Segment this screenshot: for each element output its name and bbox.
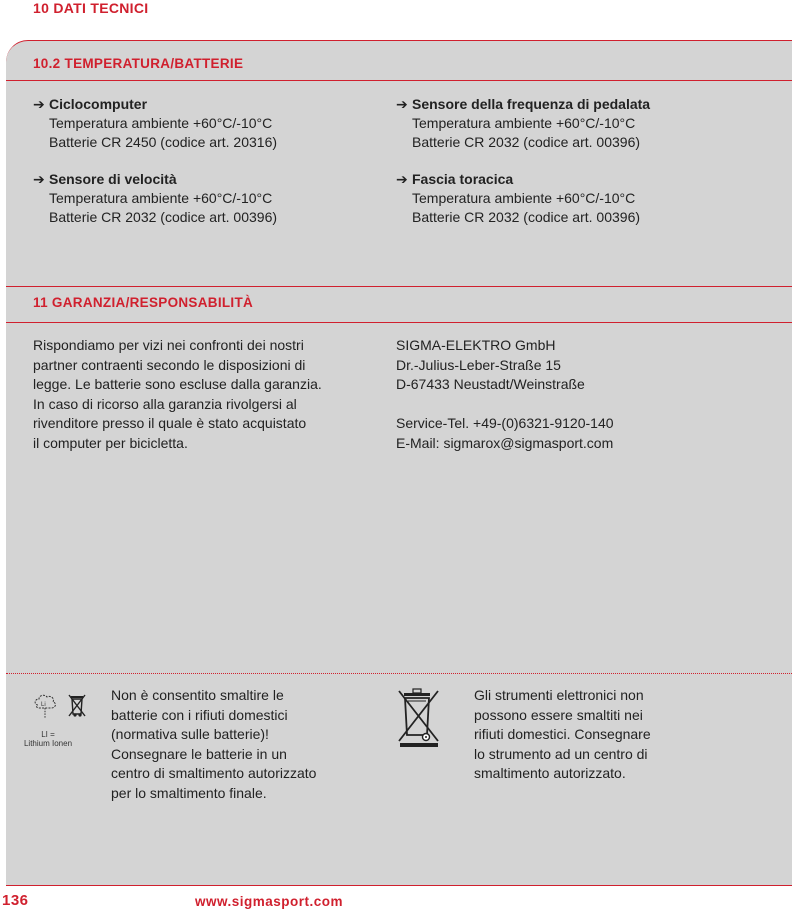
warranty-line: In caso di ricorso alla garanzia rivolgersi al xyxy=(33,395,297,412)
chapter-title: 10 DATI TECNICI xyxy=(33,0,149,16)
section-divider xyxy=(6,80,792,81)
arrow-icon: ➔ xyxy=(396,96,408,112)
service-phone: Service-Tel. +49-(0)6321-9120-140 xyxy=(396,415,614,431)
crossed-bin-small-icon xyxy=(66,692,88,720)
section-divider xyxy=(6,286,792,287)
spec-item-chest-strap xyxy=(396,170,640,227)
page-number: 136 xyxy=(2,892,29,909)
battery-disposal-line: Consegnare le batterie in un xyxy=(111,745,287,762)
spec-item-battery: Batterie CR 2032 (codice art. 00396) xyxy=(49,209,278,225)
warranty-line: il computer per bicicletta. xyxy=(33,434,188,451)
device-disposal-line: lo strumento ad un centro di xyxy=(474,745,648,762)
battery-disposal-line: (normativa sulle batterie)! xyxy=(111,726,269,742)
dotted-divider xyxy=(6,673,792,674)
spec-item-temp: Temperatura ambiente +60°C/-10°C xyxy=(412,115,636,131)
spec-item-ciclocomputer xyxy=(33,95,277,152)
spec-item-temp: Temperatura ambiente +60°C/-10°C xyxy=(412,190,636,206)
company-address xyxy=(396,336,614,453)
lithium-battery-icon xyxy=(32,693,58,723)
company-city: D-67433 Neustadt/Weinstraße xyxy=(396,376,585,392)
spec-item-battery: Batterie CR 2032 (codice art. 00396) xyxy=(412,209,641,225)
device-disposal-line: smaltimento autorizzato. xyxy=(474,765,626,781)
battery-disposal-line: centro di smaltimento autorizzato xyxy=(111,765,317,781)
website-link[interactable]: www.sigmasport.com xyxy=(195,894,344,909)
company-name: SIGMA-ELEKTRO GmbH xyxy=(396,337,556,353)
battery-disposal-line: Non è consentito smaltire le xyxy=(111,687,284,703)
battery-disposal-text xyxy=(111,686,316,803)
warranty-text xyxy=(33,336,322,453)
arrow-icon: ➔ xyxy=(33,171,45,187)
section-warranty-title: 11 GARANZIA/RESPONSABILITÀ xyxy=(33,295,254,310)
spec-item-battery: Batterie CR 2450 (codice art. 20316) xyxy=(49,134,278,150)
spec-item-name: Sensore di velocità xyxy=(49,171,177,187)
battery-symbol: Li xyxy=(41,702,46,708)
battery-disposal-line: per lo smaltimento finale. xyxy=(111,784,267,801)
spec-item-speed-sensor xyxy=(33,170,277,227)
spec-item-name: Ciclocomputer xyxy=(49,96,148,112)
arrow-icon: ➔ xyxy=(33,96,45,112)
device-disposal-line: rifiuti domestici. Consegnare xyxy=(474,726,651,742)
spec-item-cadence-sensor xyxy=(396,95,650,152)
battery-caption-line: LI = xyxy=(41,730,55,739)
spec-item-temp: Temperatura ambiente +60°C/-10°C xyxy=(49,190,273,206)
warranty-line: Rispondiamo per vizi nei confronti dei nostri xyxy=(33,337,304,353)
spec-item-battery: Batterie CR 2032 (codice art. 00396) xyxy=(412,134,641,150)
section-divider xyxy=(6,322,792,323)
crossed-wheelie-bin-icon xyxy=(396,687,442,749)
device-disposal-line: possono essere smaltiti nei xyxy=(474,706,643,723)
battery-caption xyxy=(20,730,76,748)
spec-item-name: Sensore della frequenza di pedalata xyxy=(412,96,651,112)
company-street: Dr.-Julius-Leber-Straße 15 xyxy=(396,356,561,373)
battery-disposal-line: batterie con i rifiuti domestici xyxy=(111,706,288,723)
device-disposal-text xyxy=(474,686,651,784)
warranty-line: partner contraenti secondo le disposizioni di xyxy=(33,356,306,373)
spacer xyxy=(396,395,614,415)
warranty-line: rivenditore presso il quale è stato acquistato xyxy=(33,415,307,431)
device-disposal-line: Gli strumenti elettronici non xyxy=(474,687,644,703)
battery-caption-line: Lithium Ionen xyxy=(23,739,73,748)
service-email: E-Mail: sigmarox@sigmasport.com xyxy=(396,434,614,451)
section-temperature-title: 10.2 TEMPERATURA/BATTERIE xyxy=(33,56,244,71)
arrow-icon: ➔ xyxy=(396,171,408,187)
warranty-line: legge. Le batterie sono escluse dalla garanzia. xyxy=(33,376,322,392)
spec-item-name: Fascia toracica xyxy=(412,171,514,187)
spec-item-temp: Temperatura ambiente +60°C/-10°C xyxy=(49,115,273,131)
